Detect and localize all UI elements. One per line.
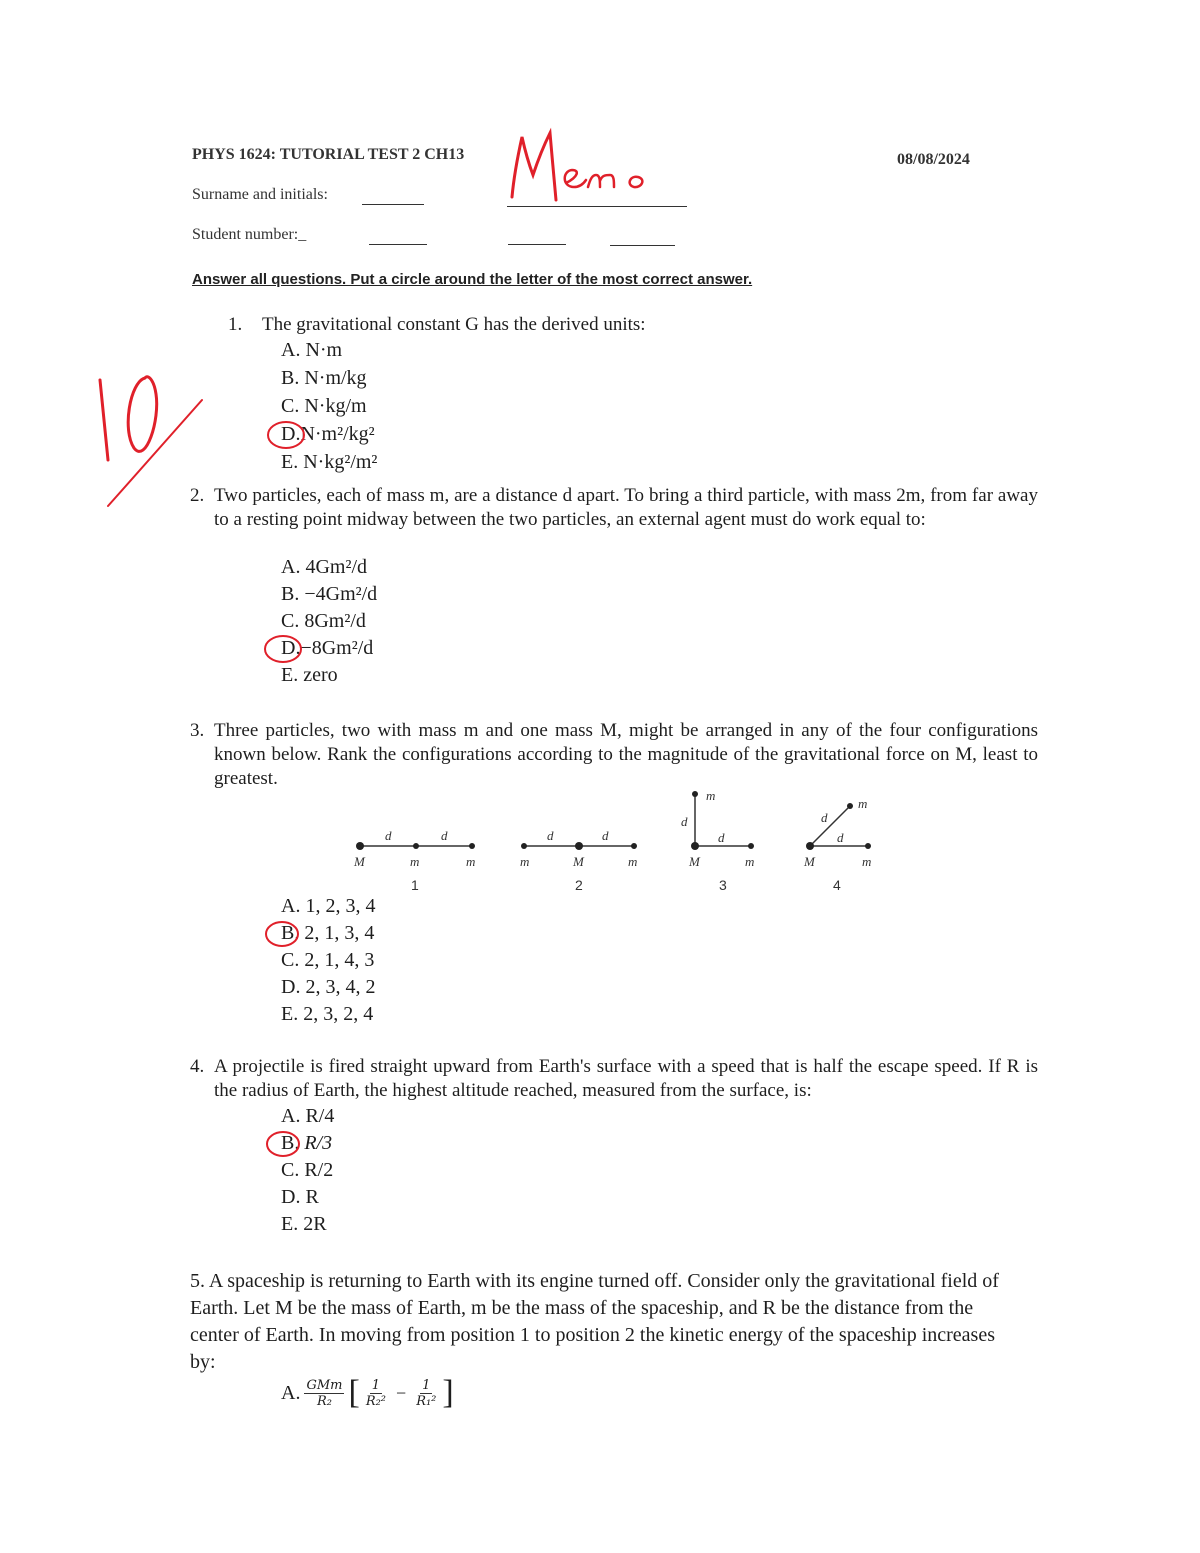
q2-number: 2. — [190, 485, 205, 506]
q5-right-bracket: ] — [442, 1374, 454, 1411]
q2-text-body: Two particles, each of mass m, are a distance d apart. To bring a third particle, with mass 2m, from far away to a resting point midway between the two particles, an external agent must do work equal to: — [214, 485, 1038, 530]
svg-text:3: 3 — [719, 877, 727, 893]
q2-option-d-text: −8Gm²/d — [300, 637, 374, 659]
q5-body: A spaceship is returning to Earth with its engine turned off. Consider only the gravitational field of Earth. Let M be the mass of Earth, m be the mass of the spaceship, and R be the distance from the center of Earth. In moving from position 1 to position 2 the kinetic energy of the spaceship increases by: — [190, 1270, 999, 1373]
course-title: PHYS 1624: TUTORIAL TEST 2 CH13 — [192, 146, 465, 163]
svg-text:2: 2 — [575, 877, 583, 893]
svg-text:M: M — [354, 854, 365, 869]
svg-text:d: d — [385, 828, 392, 843]
surname-blank-1[interactable] — [362, 204, 424, 205]
q2-option-c[interactable]: C. 8Gm²/d — [281, 610, 366, 632]
student-number-blank-1[interactable] — [369, 244, 427, 245]
svg-text:d: d — [441, 828, 448, 843]
q4-text: A projectile is fired straight upward from Earth's surface with a speed that is half the escape speed. If R is the radius of Earth, the highest altitude reached, measured from the surface, is: — [214, 1056, 1038, 1101]
svg-text:m: m — [706, 788, 716, 803]
config-3 — [681, 788, 754, 893]
surname-blank-2[interactable] — [507, 206, 687, 207]
q3-option-b-letter: B. — [281, 922, 300, 944]
student-number-label: Student number:_ — [192, 226, 307, 243]
q4-option-b-text: R/3 — [304, 1132, 333, 1154]
svg-text:d: d — [718, 830, 725, 845]
svg-text:d: d — [547, 828, 554, 843]
q1-option-d-text: N·m²/kg² — [300, 423, 375, 445]
q3-option-a[interactable]: A. 1, 2, 3, 4 — [281, 895, 376, 917]
q5-number: 5. — [190, 1270, 205, 1292]
q3-number: 3. — [190, 720, 205, 741]
student-number-blank-3[interactable] — [610, 245, 675, 246]
q2-option-d-letter: D. — [281, 637, 301, 659]
instructions: Answer all questions. Put a circle around the letter of the most correct answer. — [192, 271, 753, 288]
q1-number: 1. — [228, 314, 243, 335]
q4-answer-circle — [263, 1128, 303, 1160]
svg-text:M: M — [573, 854, 584, 869]
q2-option-e[interactable]: E. zero — [281, 664, 338, 686]
q2-option-a[interactable]: A. 4Gm²/d — [281, 556, 367, 578]
surname-label: Surname and initials: — [192, 186, 328, 203]
q1-option-b[interactable]: B. N·m/kg — [281, 367, 367, 389]
q4-option-c[interactable]: C. R/2 — [281, 1159, 334, 1181]
q1-option-a[interactable]: A. N·m — [281, 339, 343, 361]
q2-answer-circle — [262, 632, 306, 666]
q5-term2-fraction: $\frac{1}{\text{R₁²}}$ — [416, 1377, 437, 1409]
q3-diagram — [340, 784, 900, 896]
q3-text: Three particles, two with mass m and one mass M, might be arranged in any of the four configurations known below. Rank the configurations according to the magnitude of the gravitational force on M, least to greatest. — [214, 720, 1038, 789]
q1-option-c[interactable]: C. N·kg/m — [281, 395, 367, 417]
memo-annotation — [500, 125, 700, 205]
q3-option-c[interactable]: C. 2, 1, 4, 3 — [281, 949, 375, 971]
svg-text:d: d — [602, 828, 609, 843]
test-date: 08/08/2024 — [897, 151, 970, 168]
q2-text — [214, 484, 1038, 532]
q1-option-d-letter: D. — [281, 423, 301, 445]
q4-number: 4. — [190, 1056, 205, 1077]
config-2 — [520, 828, 637, 893]
q3-option-b-text: 2, 1, 3, 4 — [304, 922, 375, 944]
q4-option-e[interactable]: E. 2R — [281, 1213, 327, 1235]
svg-text:m: m — [862, 854, 872, 869]
q3-option-e[interactable]: E. 2, 3, 2, 4 — [281, 1003, 374, 1025]
svg-text:m: m — [745, 854, 755, 869]
svg-text:m: m — [410, 854, 420, 869]
q5-coef-fraction: $\frac{\text{GMm}}{\text{R₂}}$ — [306, 1377, 343, 1409]
svg-text:m: m — [520, 854, 530, 869]
q1-option-e[interactable]: E. N·kg²/m² — [281, 451, 378, 473]
q3-answer-circle — [262, 918, 302, 950]
q5-term1-fraction: $\frac{1}{\text{R₂²}}$ — [365, 1377, 387, 1409]
q4-option-d[interactable]: D. R — [281, 1186, 319, 1208]
q5-left-bracket: [ — [348, 1374, 360, 1411]
q1-answer-circle — [265, 418, 309, 452]
student-number-blank-2[interactable] — [508, 244, 566, 245]
q5-minus: − — [396, 1382, 407, 1403]
q4-option-b-letter: B. — [281, 1132, 300, 1154]
q5-text — [190, 1268, 1020, 1376]
q4-option-a[interactable]: A. R/4 — [281, 1105, 335, 1127]
q2-option-b[interactable]: B. −4Gm²/d — [281, 583, 378, 605]
svg-text:m: m — [858, 796, 868, 811]
q5-option-a-letter: A. — [281, 1381, 301, 1404]
svg-text:d: d — [837, 830, 844, 845]
svg-text:M: M — [804, 854, 815, 869]
q3-option-d[interactable]: D. 2, 3, 4, 2 — [281, 976, 376, 998]
svg-text:m: m — [628, 854, 638, 869]
svg-text:d: d — [821, 810, 828, 825]
svg-text:M: M — [689, 854, 700, 869]
svg-text:4: 4 — [833, 877, 841, 893]
svg-text:1: 1 — [411, 877, 419, 893]
config-4 — [803, 796, 871, 893]
q5-option-a[interactable] — [281, 1376, 454, 1410]
svg-text:m: m — [466, 854, 476, 869]
q1-text: The gravitational constant G has the derived units: — [262, 314, 646, 335]
svg-text:d: d — [681, 814, 688, 829]
config-1 — [353, 828, 475, 893]
